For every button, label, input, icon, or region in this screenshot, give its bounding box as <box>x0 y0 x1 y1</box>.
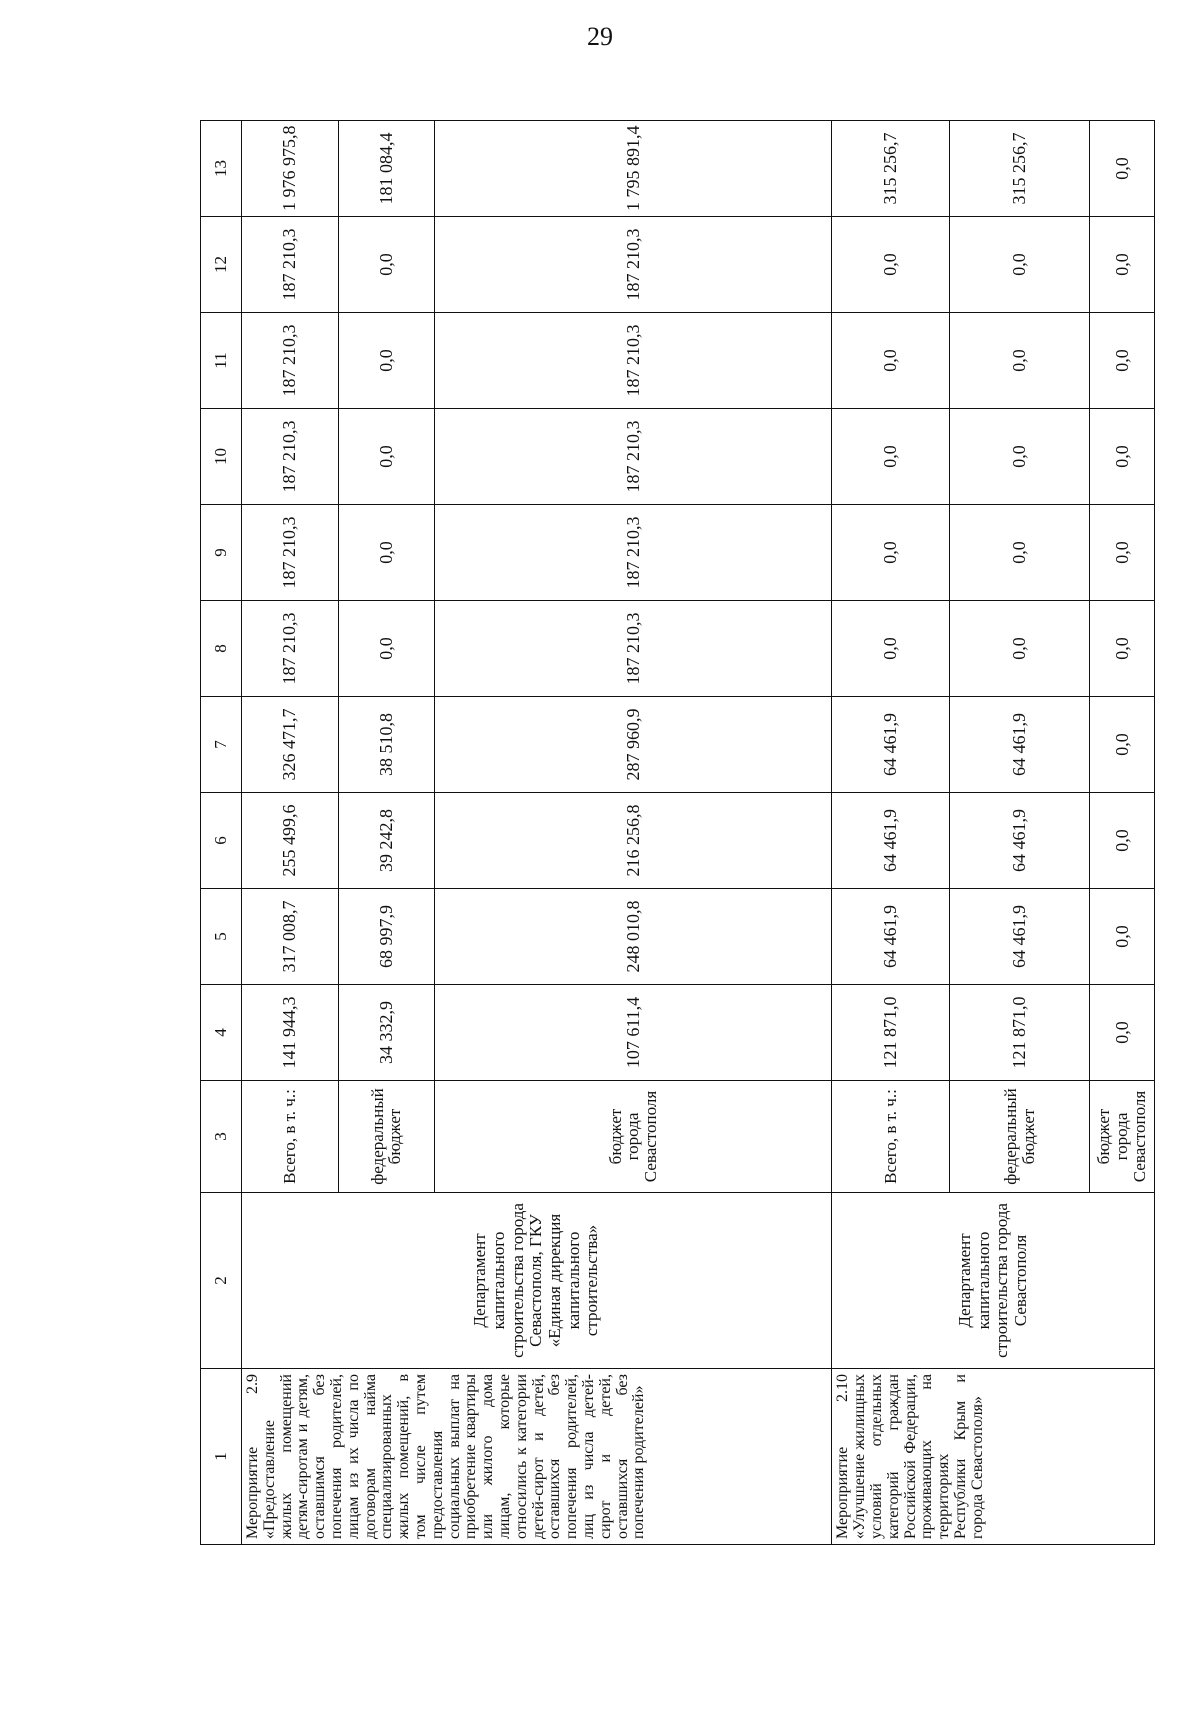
value-cell: 248 010,8 <box>435 889 832 985</box>
value-cell: 0,0 <box>1090 889 1155 985</box>
value-cell: 0,0 <box>1090 697 1155 793</box>
col-header-5: 5 <box>201 889 242 985</box>
col-header-10: 10 <box>201 409 242 505</box>
col-header-8: 8 <box>201 601 242 697</box>
measure-description: Мероприятие 2.9 «Предоставление жилых помещений детям-сиротам и детям, оставшимся без попечения родителей, лицам из их числа по договорам найма специализированных жилых помещений, в том числе путем предоставления социальных выплат на приобретение квартиры или жилого дома лицам, которые относились к категории детей-сирот и детей, оставшихся без попечения родителей, лиц из числа детей-сирот и детей, оставшихся без попечения родителей» <box>242 1369 832 1545</box>
value-cell: 107 611,4 <box>435 985 832 1081</box>
value-cell: 68 997,9 <box>338 889 435 985</box>
value-cell: 34 332,9 <box>338 985 435 1081</box>
measure-description: Мероприятие 2.10 «Улучшение жилищных условий отдельных категорий граждан Российской Федерации, проживающих на территориях Республики Крым и города Севастополя» <box>832 1369 1155 1545</box>
value-cell: 0,0 <box>832 409 950 505</box>
value-cell: 64 461,9 <box>832 793 950 889</box>
value-cell: 326 471,7 <box>242 697 339 793</box>
value-cell: 1 795 891,4 <box>435 121 832 217</box>
value-cell: 181 084,4 <box>338 121 435 217</box>
col-header-7: 7 <box>201 697 242 793</box>
value-cell: 121 871,0 <box>950 985 1090 1081</box>
value-cell: 255 499,6 <box>242 793 339 889</box>
page-number: 29 <box>587 22 613 51</box>
value-cell: 187 210,3 <box>242 505 339 601</box>
measure-executor: Департамент капитального строительства города Севастополя, ГКУ «Единая дирекция капитального строительства» <box>242 1193 832 1369</box>
value-cell: 317 008,7 <box>242 889 339 985</box>
value-cell: 0,0 <box>1090 121 1155 217</box>
value-cell: 0,0 <box>1090 313 1155 409</box>
value-cell: 0,0 <box>832 313 950 409</box>
value-cell: 0,0 <box>338 313 435 409</box>
value-cell: 141 944,3 <box>242 985 339 1081</box>
value-cell: 0,0 <box>338 601 435 697</box>
value-cell: 187 210,3 <box>435 313 832 409</box>
value-cell: 64 461,9 <box>832 697 950 793</box>
value-cell: 1 976 975,8 <box>242 121 339 217</box>
value-cell: 64 461,9 <box>950 889 1090 985</box>
table-row <box>242 121 339 1545</box>
col-header-3: 3 <box>201 1081 242 1193</box>
rotated-table-wrapper <box>200 125 1155 1545</box>
col-header-9: 9 <box>201 505 242 601</box>
col-header-4: 4 <box>201 985 242 1081</box>
value-cell: 216 256,8 <box>435 793 832 889</box>
value-cell: 0,0 <box>1090 505 1155 601</box>
col-header-13: 13 <box>201 121 242 217</box>
value-cell: 187 210,3 <box>435 409 832 505</box>
funding-source: Всего, в т. ч.: <box>832 1081 950 1193</box>
value-cell: 187 210,3 <box>435 505 832 601</box>
value-cell: 0,0 <box>950 217 1090 313</box>
col-header-11: 11 <box>201 313 242 409</box>
value-cell: 121 871,0 <box>832 985 950 1081</box>
header-row <box>201 121 242 1545</box>
budget-table <box>200 120 1155 1545</box>
value-cell: 187 210,3 <box>242 217 339 313</box>
value-cell: 0,0 <box>832 217 950 313</box>
measure-executor: Департамент капитального строительства города Севастополя <box>832 1193 1155 1369</box>
value-cell: 0,0 <box>1090 985 1155 1081</box>
value-cell: 0,0 <box>950 409 1090 505</box>
value-cell: 0,0 <box>1090 601 1155 697</box>
value-cell: 315 256,7 <box>832 121 950 217</box>
value-cell: 287 960,9 <box>435 697 832 793</box>
value-cell: 0,0 <box>950 601 1090 697</box>
value-cell: 0,0 <box>338 217 435 313</box>
col-header-12: 12 <box>201 217 242 313</box>
funding-source: федеральный бюджет <box>950 1081 1090 1193</box>
value-cell: 187 210,3 <box>435 601 832 697</box>
value-cell: 315 256,7 <box>950 121 1090 217</box>
value-cell: 0,0 <box>832 601 950 697</box>
value-cell: 187 210,3 <box>242 409 339 505</box>
value-cell: 187 210,3 <box>242 601 339 697</box>
value-cell: 187 210,3 <box>435 217 832 313</box>
value-cell: 187 210,3 <box>242 313 339 409</box>
value-cell: 0,0 <box>950 313 1090 409</box>
funding-source: федеральный бюджет <box>338 1081 435 1193</box>
col-header-2: 2 <box>201 1193 242 1369</box>
value-cell: 38 510,8 <box>338 697 435 793</box>
value-cell: 0,0 <box>338 409 435 505</box>
value-cell: 0,0 <box>338 505 435 601</box>
funding-source: бюджет города Севастополя <box>435 1081 832 1193</box>
value-cell: 0,0 <box>1090 793 1155 889</box>
value-cell: 0,0 <box>950 505 1090 601</box>
value-cell: 64 461,9 <box>832 889 950 985</box>
value-cell: 0,0 <box>1090 409 1155 505</box>
funding-source: Всего, в т. ч.: <box>242 1081 339 1193</box>
table-row <box>832 121 950 1545</box>
value-cell: 0,0 <box>1090 217 1155 313</box>
value-cell: 64 461,9 <box>950 793 1090 889</box>
col-header-1: 1 <box>201 1369 242 1545</box>
value-cell: 64 461,9 <box>950 697 1090 793</box>
funding-source: бюджет города Севастополя <box>1090 1081 1155 1193</box>
col-header-6: 6 <box>201 793 242 889</box>
value-cell: 39 242,8 <box>338 793 435 889</box>
value-cell: 0,0 <box>832 505 950 601</box>
